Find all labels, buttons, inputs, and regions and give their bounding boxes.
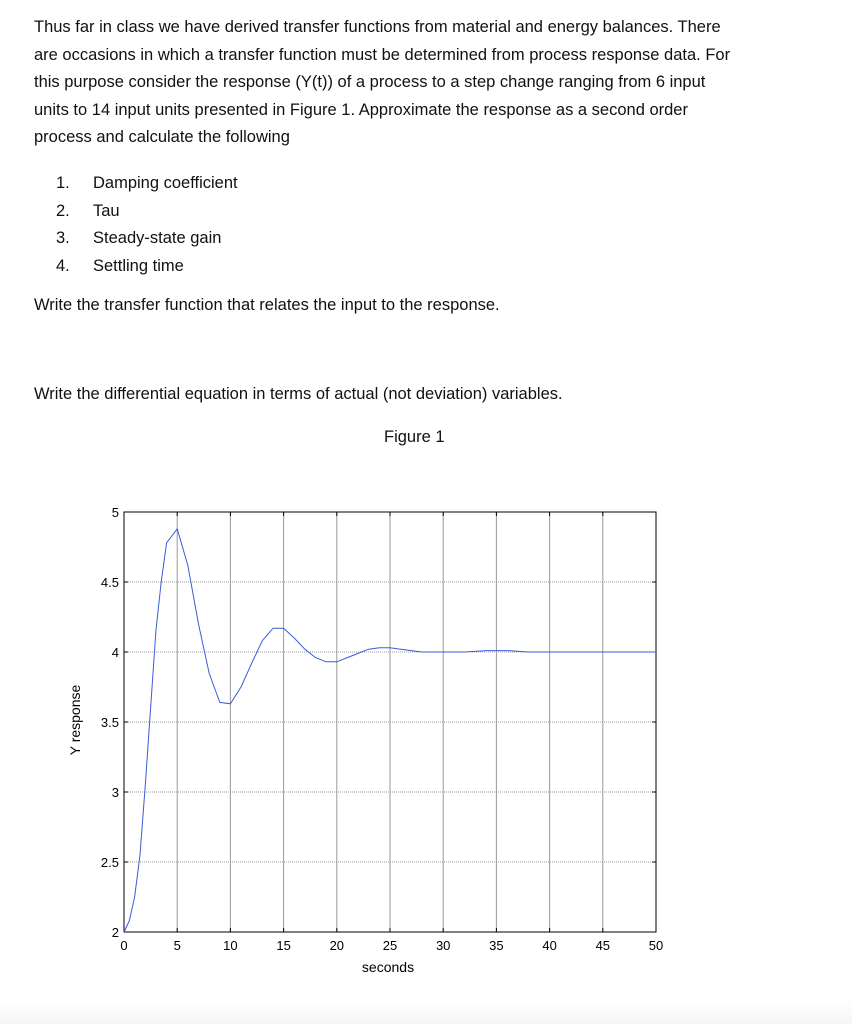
list-number: 1. xyxy=(56,174,70,192)
list-label: Tau xyxy=(93,201,120,220)
x-tick-label: 15 xyxy=(276,938,291,953)
list-number: 4. xyxy=(56,256,70,275)
tick-labels xyxy=(101,505,663,953)
y-tick-label: 4.5 xyxy=(100,575,119,590)
y-tick-label: 3 xyxy=(111,785,119,800)
x-tick-label: 25 xyxy=(382,938,398,953)
page-bottom-fade xyxy=(0,1000,852,1024)
y-tick-label: 2.5 xyxy=(100,855,119,870)
y-tick-label: 2 xyxy=(111,925,119,940)
intro-line: process and calculate the following xyxy=(34,128,290,146)
x-tick-label: 10 xyxy=(223,938,238,953)
list-number: 3. xyxy=(56,229,70,247)
intro-line: Thus far in class we have derived transfer functions from material and energy balances. There xyxy=(34,18,721,36)
x-tick-label: 20 xyxy=(329,938,345,953)
figure-title: Figure 1 xyxy=(384,428,445,446)
y-axis-label: Y response xyxy=(67,684,83,756)
x-tick-label: 5 xyxy=(173,938,181,953)
intro-line: are occasions in which a transfer function must be determined from process response data. For xyxy=(34,45,731,64)
list-label: Steady-state gain xyxy=(93,229,222,247)
list-label: Damping coefficient xyxy=(93,174,238,192)
intro-line: units to 14 input units presented in Figure 1. Approximate the response as a second order xyxy=(34,100,688,119)
list-number: 2. xyxy=(56,201,70,220)
x-tick-label: 45 xyxy=(595,938,611,953)
y-tick-label: 3.5 xyxy=(100,715,119,730)
x-tick-label: 50 xyxy=(648,938,664,953)
x-axis-label: seconds xyxy=(361,959,415,975)
x-tick-label: 30 xyxy=(435,938,451,953)
list-label: Settling time xyxy=(93,256,184,275)
x-tick-label: 35 xyxy=(489,938,504,953)
y-tick-label: 4 xyxy=(111,645,119,660)
x-tick-label: 40 xyxy=(542,938,557,953)
x-tick-label: 0 xyxy=(120,938,128,953)
question-differential-equation: Write the differential equation in terms of actual (not deviation) variables. xyxy=(34,385,563,403)
intro-line: this purpose consider the response (Y(t)) of a process to a step change ranging from 6 input xyxy=(34,73,706,91)
grid xyxy=(124,512,656,932)
y-tick-label: 5 xyxy=(111,505,119,520)
question-transfer-function: Write the transfer function that relates the input to the response. xyxy=(34,296,500,314)
